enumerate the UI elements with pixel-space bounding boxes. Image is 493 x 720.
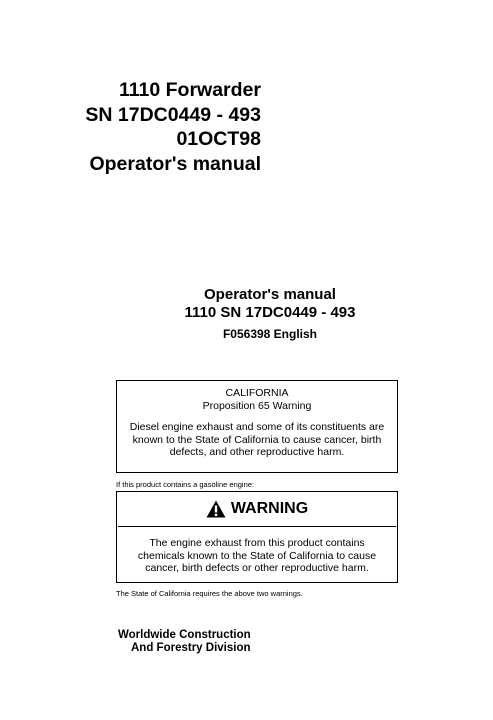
- title-model: 1110 Forwarder: [118, 79, 261, 101]
- part-number: F056398 English: [222, 327, 318, 341]
- warning-header: [117, 499, 397, 519]
- warning-triangle-icon: [206, 500, 226, 518]
- division-line-2: And Forestry Division: [131, 641, 251, 654]
- warning-divider: [118, 526, 396, 527]
- subtitle-block: [160, 286, 380, 341]
- title-manual-type: Operator's manual: [89, 152, 261, 175]
- division-line-1: Worldwide Construction: [118, 629, 251, 641]
- california-heading: CALIFORNIA: [225, 387, 289, 399]
- california-warning-box: [116, 380, 398, 473]
- subtitle-manual-type: Operator's manual: [204, 286, 336, 303]
- state-requirement-note: The State of California requires the above two warnings.: [116, 589, 303, 598]
- gasoline-warning-box: [116, 491, 398, 583]
- division-name: [118, 629, 251, 654]
- proposition-heading: Proposition 65 Warning: [202, 399, 312, 412]
- gasoline-engine-note: If this product contains a gasoline engine:: [116, 480, 255, 489]
- warning-text: The engine exhaust from this product contains chemicals known to the State of California to cause cancer, birth defects or other reproductive harm.: [137, 537, 377, 574]
- document-title: [85, 78, 261, 176]
- warning-heading: WARNING: [230, 500, 309, 517]
- subtitle-serial-range: 1110 SN 17DC0449 - 493: [184, 304, 356, 321]
- california-warning-text: Diesel engine exhaust and some of its constituents are known to the State of California to cause cancer, birth defects, and other reproductive harm.: [129, 421, 385, 458]
- title-date: 01OCT98: [176, 128, 261, 150]
- title-serial-range: SN 17DC0449 - 493: [85, 103, 261, 126]
